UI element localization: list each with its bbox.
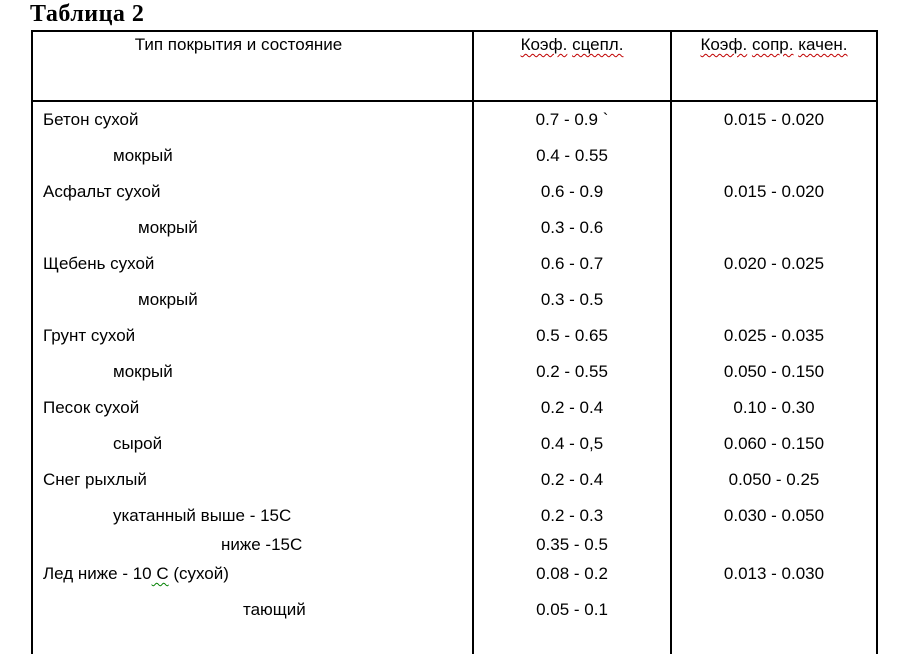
table-title: Таблица 2 (30, 1, 145, 27)
table-row (33, 246, 876, 282)
filler-cell (472, 628, 670, 654)
surface-type-cell: сырой (113, 434, 163, 453)
coupling-coef-cell: 0.7 - 0.9 ` (472, 102, 670, 138)
coupling-coef-cell: 0.3 - 0.6 (472, 210, 670, 246)
header-cell (670, 32, 876, 100)
table-row (33, 498, 876, 534)
surface-type-cell: тающий (243, 600, 306, 619)
coupling-coef-cell: 0.6 - 0.7 (472, 246, 670, 282)
table-row (33, 138, 876, 174)
filler-cell (670, 628, 876, 654)
rolling-coef-cell (670, 210, 876, 246)
table-row (33, 556, 876, 592)
coupling-coef-cell: 0.2 - 0.55 (472, 354, 670, 390)
table-row (33, 354, 876, 390)
coupling-coef-cell: 0.6 - 0.9 (472, 174, 670, 210)
surface-type-cell: мокрый (138, 290, 198, 309)
surface-type-cell: Снег рыхлый (43, 470, 147, 489)
rolling-coef-cell (670, 534, 876, 556)
rolling-coef-cell: 0.050 - 0.150 (670, 354, 876, 390)
table-row (33, 210, 876, 246)
header-cell (472, 32, 670, 100)
table-row (33, 174, 876, 210)
surface-type-cell: мокрый (113, 362, 173, 381)
table-row (33, 426, 876, 462)
header-label: Коэф. сопр. качен. (700, 35, 848, 54)
surface-type-cell: Щебень сухой (43, 254, 155, 273)
header-cell (33, 32, 472, 100)
rolling-coef-cell: 0.030 - 0.050 (670, 498, 876, 534)
rolling-coef-cell: 0.025 - 0.035 (670, 318, 876, 354)
table-filler-row (33, 628, 876, 654)
coefficients-table (31, 30, 878, 654)
table-row (33, 102, 876, 138)
surface-type-cell: Грунт сухой (43, 326, 136, 345)
coupling-coef-cell: 0.4 - 0.55 (472, 138, 670, 174)
table-row (33, 318, 876, 354)
rolling-coef-cell: 0.020 - 0.025 (670, 246, 876, 282)
surface-type-cell: Бетон сухой (43, 110, 139, 129)
surface-type-cell: мокрый (138, 218, 198, 237)
table-row (33, 390, 876, 426)
table-row (33, 282, 876, 318)
rolling-coef-cell (670, 138, 876, 174)
coupling-coef-cell: 0.2 - 0.3 (472, 498, 670, 534)
header-row (33, 32, 876, 102)
coupling-coef-cell: 0.4 - 0,5 (472, 426, 670, 462)
rolling-coef-cell (670, 282, 876, 318)
surface-type-cell: Лед ниже - 10 С (сухой) (43, 564, 229, 583)
rolling-coef-cell: 0.013 - 0.030 (670, 556, 876, 592)
coupling-coef-cell: 0.35 - 0.5 (472, 534, 670, 556)
coupling-coef-cell: 0.08 - 0.2 (472, 556, 670, 592)
surface-type-cell: Асфальт сухой (43, 182, 161, 201)
table-row (33, 534, 876, 556)
coupling-coef-cell: 0.05 - 0.1 (472, 592, 670, 628)
coupling-coef-cell: 0.3 - 0.5 (472, 282, 670, 318)
rolling-coef-cell: 0.060 - 0.150 (670, 426, 876, 462)
rolling-coef-cell: 0.015 - 0.020 (670, 174, 876, 210)
header-label: Коэф. сцепл. (520, 35, 624, 54)
header-label: Тип покрытия и состояние (134, 35, 343, 54)
surface-type-cell: мокрый (113, 146, 173, 165)
rolling-coef-cell (670, 592, 876, 628)
rolling-coef-cell: 0.015 - 0.020 (670, 102, 876, 138)
table-row (33, 462, 876, 498)
rolling-coef-cell: 0.10 - 0.30 (670, 390, 876, 426)
surface-type-cell: ниже -15С (221, 535, 303, 554)
table-row (33, 592, 876, 628)
rolling-coef-cell: 0.050 - 0.25 (670, 462, 876, 498)
surface-type-cell: укатанный выше - 15С (113, 506, 292, 525)
filler-cell (33, 628, 472, 654)
coupling-coef-cell: 0.2 - 0.4 (472, 390, 670, 426)
coupling-coef-cell: 0.2 - 0.4 (472, 462, 670, 498)
surface-type-cell: Песок сухой (43, 398, 140, 417)
coupling-coef-cell: 0.5 - 0.65 (472, 318, 670, 354)
